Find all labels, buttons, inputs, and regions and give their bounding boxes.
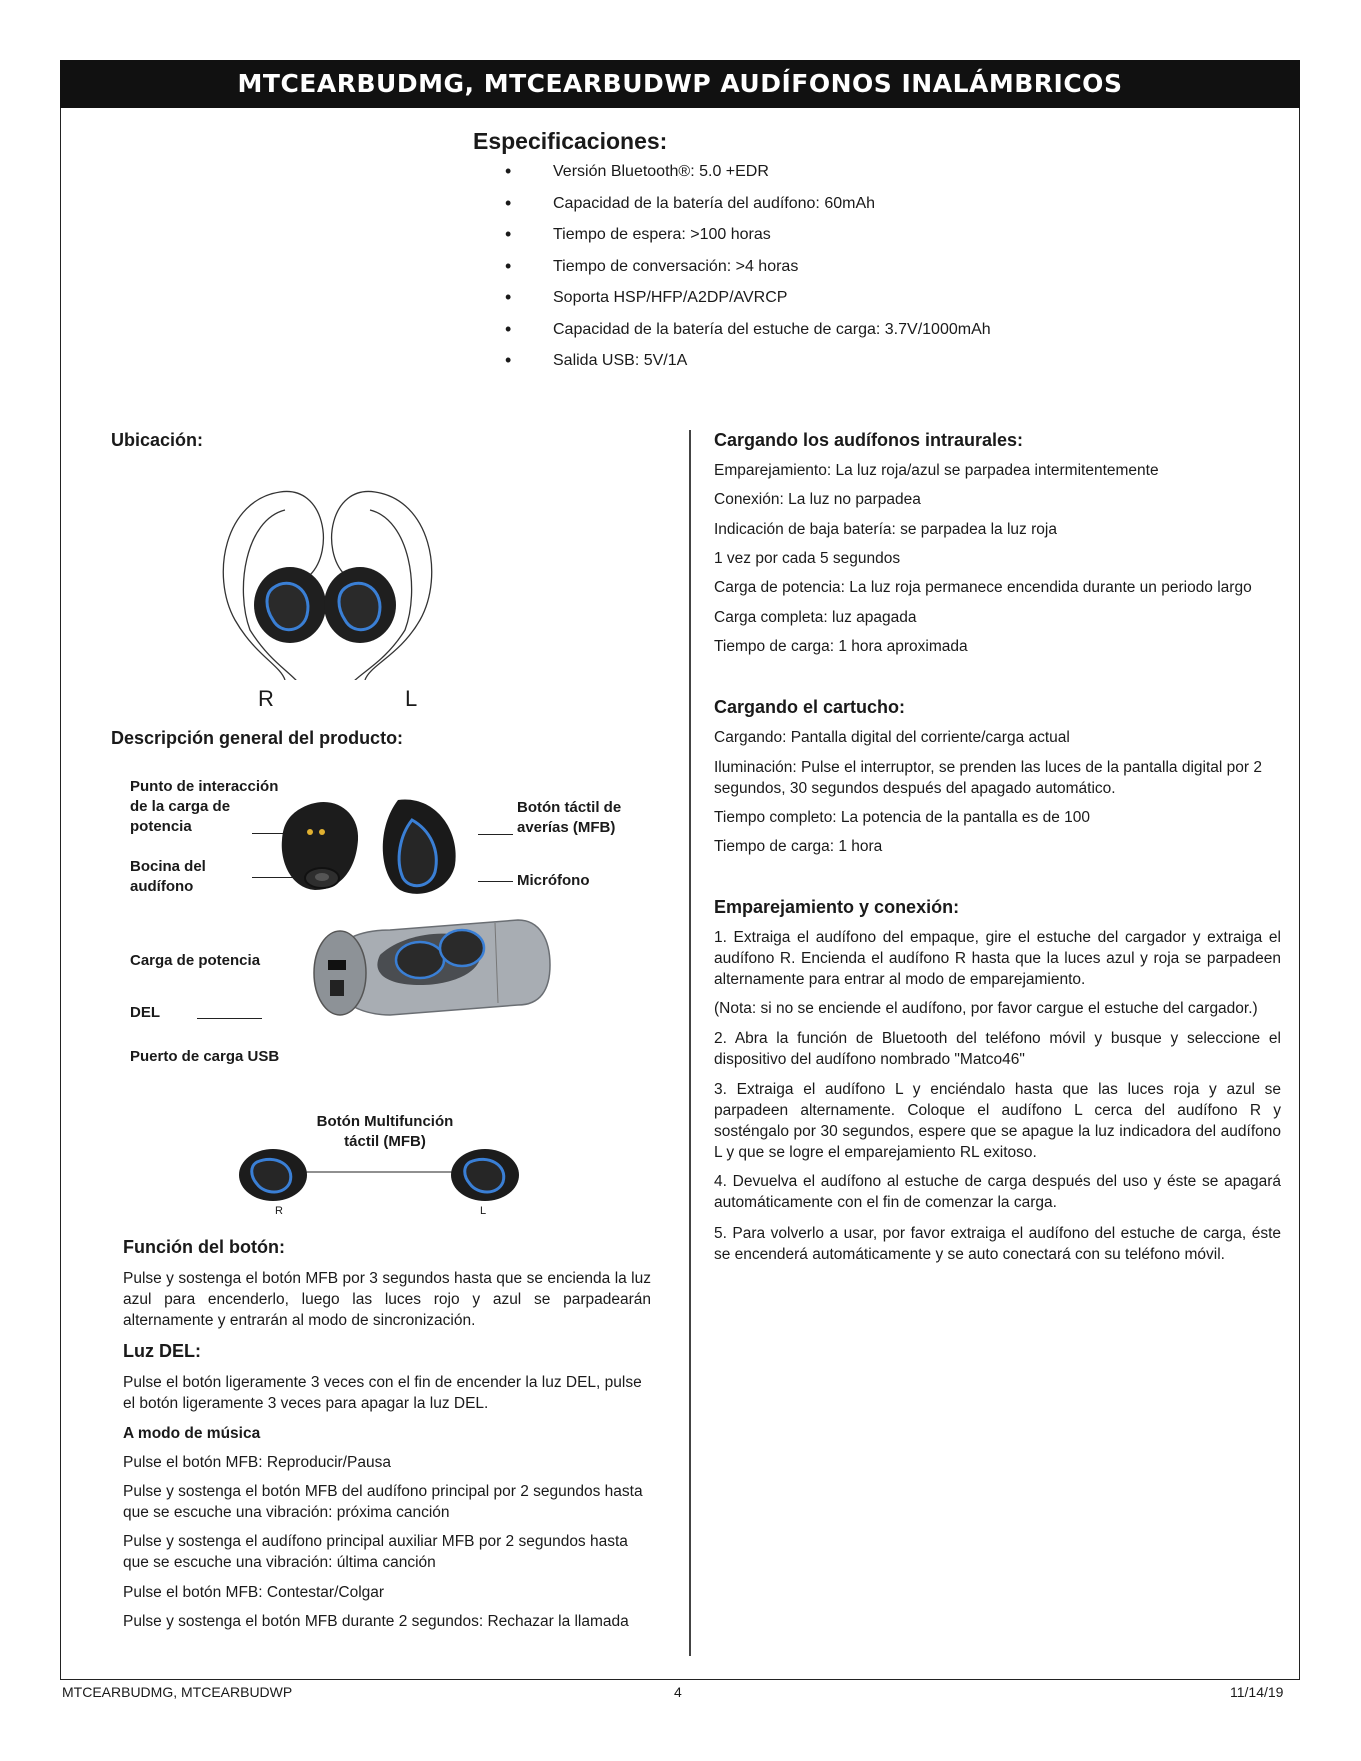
charging-earbuds-item: Tiempo de carga: 1 hora aproximada xyxy=(714,638,968,655)
footer-page-number: 4 xyxy=(674,1684,682,1700)
pairing-item: 1. Extraiga el audífono del empaque, gire el estuche del cargador y extraiga el audífono R. Encienda el audífono R hasta que la luces azul y roja se parpadeen alternamente para entrar al modo de emparejamiento. xyxy=(714,929,1281,988)
music-item: Pulse y sostenga el botón MFB durante 2 segundos: Rechazar la llamada xyxy=(123,1613,629,1630)
mfb-diagram xyxy=(235,1140,525,1210)
pairing-item: 5. Para volverlo a usar, por favor extraiga el audífono del estuche de carga, éste se encenderá automáticamente y se auto conectará con su teléfono móvil. xyxy=(714,1225,1281,1263)
music-item: Pulse y sostenga el audífono principal auxiliar MFB por 2 segundos hasta que se escuche una vibración: última canción xyxy=(123,1533,628,1571)
footer-date: 11/14/19 xyxy=(1230,1684,1284,1700)
overview-title: Descripción general del producto: xyxy=(111,728,404,748)
column-divider xyxy=(689,430,691,1656)
charging-case-item: Tiempo de carga: 1 hora xyxy=(714,838,883,855)
specs-title: Especificaciones: xyxy=(473,128,668,154)
pairing-title: Emparejamiento y conexión: xyxy=(714,897,960,917)
charging-case-title: Cargando el cartucho: xyxy=(714,697,906,717)
callout-touch-button: Botón táctil de averías (MFB) xyxy=(517,799,622,836)
label-left: L xyxy=(405,686,418,711)
led-text: Pulse el botón ligeramente 3 veces con el fin de encender la luz DEL, pulse el botón ligeramente 3 veces para apagar la luz DEL. xyxy=(123,1374,642,1412)
charging-earbuds-item: Indicación de baja batería: se parpadea la luz roja xyxy=(714,521,1057,538)
callout-charging-point: Punto de interacción de la carga de potencia xyxy=(130,778,279,835)
callout-usb-port: Puerto de carga USB xyxy=(130,1048,280,1065)
charging-earbuds-item: Emparejamiento: La luz roja/azul se parpadea intermitentemente xyxy=(714,462,1159,479)
button-function-text: Pulse y sostenga el botón MFB por 3 segundos hasta que se encienda la luz azul para encenderlo, luego las luces rojo y azul se parpadearán alternamente y entrarán al modo de sincronización. xyxy=(123,1270,651,1329)
mfb-label-left: L xyxy=(480,1205,487,1217)
spec-item: • Tiempo de espera: >100 horas xyxy=(505,226,991,258)
pairing-item: 4. Devuelva el audífono al estuche de carga después del uso y éste se apagará automáticamente con el fin de comenzar la carga. xyxy=(714,1173,1281,1211)
charging-earbuds-item: 1 vez por cada 5 segundos xyxy=(714,550,901,567)
button-function-title: Función del botón: xyxy=(123,1237,285,1257)
spec-item: • Soporta HSP/HFP/A2DP/AVRCP xyxy=(505,289,991,321)
spec-item: • Capacidad de la batería del estuche de carga: 3.7V/1000mAh xyxy=(505,321,991,353)
charging-earbuds-title: Cargando los audífonos intraurales: xyxy=(714,430,1024,450)
music-item: Pulse y sostenga el botón MFB del audífono principal por 2 segundos hasta que se escuche una vibración: próxima canción xyxy=(123,1483,643,1521)
pairing-item: 2. Abra la función de Bluetooth del teléfono móvil y busque y seleccione el dispositivo del audífono nombrado "Matco46" xyxy=(714,1030,1281,1068)
earbud-wearing-illustration xyxy=(215,480,485,680)
spec-item: • Versión Bluetooth®: 5.0 +EDR xyxy=(505,163,991,195)
callout-speaker: Bocina del audífono xyxy=(130,858,206,895)
charging-case-item: Cargando: Pantalla digital del corriente/carga actual xyxy=(714,729,1070,746)
mfb-title: Botón Multifunción táctil (MFB) xyxy=(316,1113,454,1150)
spec-item: • Capacidad de la batería del audífono: 60mAh xyxy=(505,195,991,227)
led-title: Luz DEL: xyxy=(123,1341,201,1361)
footer-model: MTCEARBUDMG, MTCEARBUDWP xyxy=(62,1684,293,1700)
location-title: Ubicación: xyxy=(111,430,204,450)
callout-power-charge: Carga de potencia xyxy=(130,952,261,969)
charging-earbuds-item: Carga de potencia: La luz roja permanece encendida durante un periodo largo xyxy=(714,579,1252,596)
page-title: MTCEARBUDMG, MTCEARBUDWP AUDÍFONOS INALÁMBRICOS xyxy=(60,60,1300,108)
charging-earbuds-item: Carga completa: luz apagada xyxy=(714,609,917,626)
callout-microphone: Micrófono xyxy=(517,872,590,889)
pairing-item: (Nota: si no se enciende el audífono, por favor cargue el estuche del cargador.) xyxy=(714,1000,1258,1017)
charging-case-item: Iluminación: Pulse el interruptor, se prenden las luces de la pantalla digital por 2 segundos, 30 segundos después del apagado automático. xyxy=(714,759,1262,797)
charging-case-item: Tiempo completo: La potencia de la pantalla es de 100 xyxy=(714,809,1090,826)
music-title: A modo de música xyxy=(123,1425,261,1442)
mfb-label-right: R xyxy=(275,1205,283,1217)
spec-item: • Salida USB: 5V/1A xyxy=(505,352,991,384)
product-overview-illustration xyxy=(270,790,560,1060)
callout-led: DEL xyxy=(130,1004,160,1021)
leader-line xyxy=(197,1018,262,1019)
music-item: Pulse el botón MFB: Contestar/Colgar xyxy=(123,1584,385,1601)
music-item: Pulse el botón MFB: Reproducir/Pausa xyxy=(123,1454,391,1471)
charging-earbuds-item: Conexión: La luz no parpadea xyxy=(714,491,921,508)
spec-item: • Tiempo de conversación: >4 horas xyxy=(505,258,991,290)
label-right: R xyxy=(258,686,274,711)
specs-list xyxy=(505,163,991,384)
pairing-item: 3. Extraiga el audífono L y enciéndalo hasta que las luces roja y azul se parpadeen alternamente. Coloque el audífono L cerca del audífono R y sosténgalo por 30 segundos, espere que se apague la luz indicadora del audífono L y que se logre el emparejamiento RL exitoso. xyxy=(714,1081,1281,1161)
